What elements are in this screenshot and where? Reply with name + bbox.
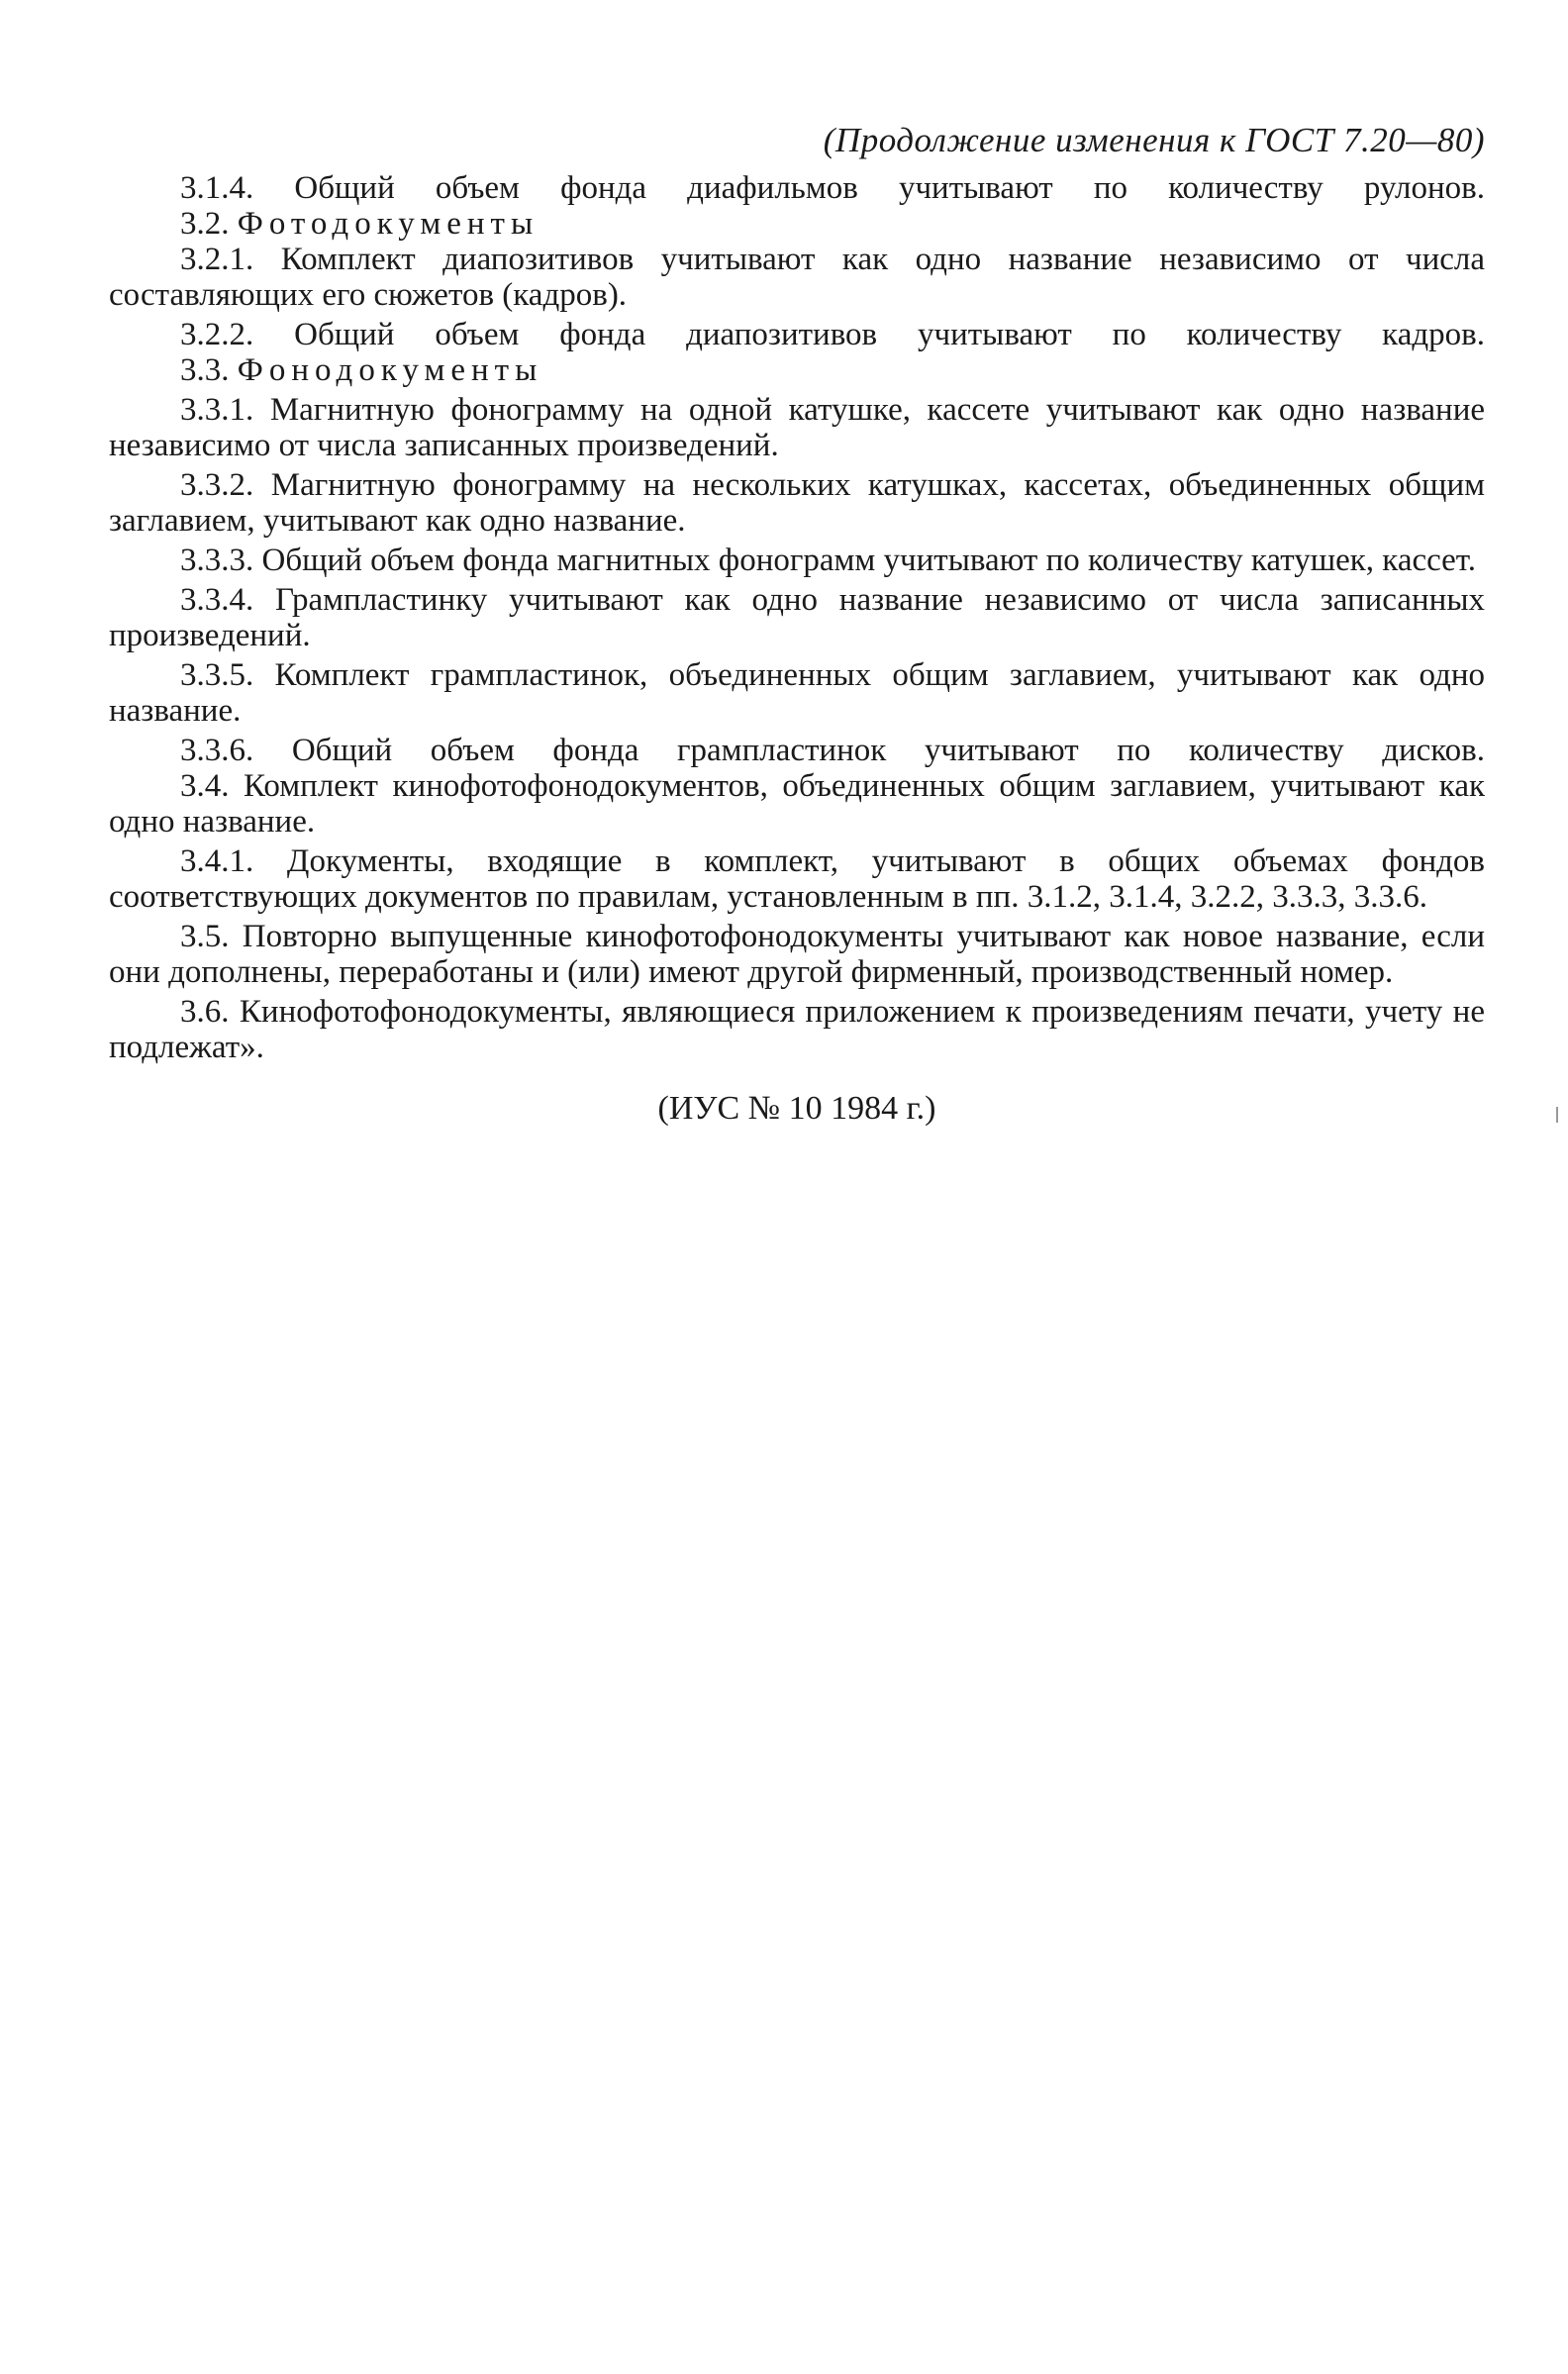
paragraph-3-3-3: 3.3.3. Общий объем фонда магнитных фонограмм учитывают по количеству катушек, кассет. [180, 543, 1476, 578]
paragraph-3-3-5: 3.3.5. Комплект грампластинок, объединенных общим заглавием, учитывают как одно название. [109, 657, 1485, 729]
paragraph-3-3-1: 3.3.1. Магнитную фонограмму на одной катушке, кассете учитывают как одно название независимо от числа записанных произведений. [109, 392, 1485, 463]
page-footer-reference: (ИУС № 10 1984 г.) [657, 1090, 936, 1127]
paragraph-3-1-4: 3.1.4. Общий объем фонда диафильмов учитывают по количеству рулонов. [180, 170, 1485, 206]
section-number: 3.3. [180, 352, 238, 388]
paragraph-3-4: 3.4. Комплект кинофотофонодокументов, объединенных общим заглавием, учитывают как одно название. [109, 768, 1485, 840]
paragraph-3-6: 3.6. Кинофотофонодокументы, являющиеся приложением к произведениям печати, учету не подлежат». [109, 994, 1485, 1065]
section-heading-photo: Фотодокументы [237, 206, 539, 242]
section-3-2 [109, 206, 1485, 242]
paragraph-3-3-2: 3.3.2. Магнитную фонограмму на нескольких катушках, кассетах, объединенных общим заглавием, учитывают как одно название. [109, 467, 1485, 539]
section-heading-phono: Фонодокументы [237, 352, 543, 388]
paragraph-3-2-1: 3.2.1. Комплект диапозитивов учитывают как одно название независимо от числа составляющих его сюжетов (кадров). [109, 242, 1485, 313]
paragraph-3-3-4: 3.3.4. Грампластинку учитывают как одно название независимо от числа записанных произведений. [109, 582, 1485, 653]
paragraph-3-4-1: 3.4.1. Документы, входящие в комплект, учитывают в общих объемах фондов соответствующих документов по правилам, установленным в пп. 3.1.2, 3.1.4, 3.2.2, 3.3.3, 3.3.6. [109, 843, 1485, 915]
page-header: (Продолжение изменения к ГОСТ 7.20—80) [823, 121, 1485, 159]
paragraph-3-3-6: 3.3.6. Общий объем фонда грампластинок учитывают по количеству дисков. [180, 733, 1485, 768]
paragraph-3-5: 3.5. Повторно выпущенные кинофотофонодокументы учитывают как новое название, если они дополнены, переработаны и (или) имеют другой фирменный, производственный номер. [109, 919, 1485, 990]
document-page [109, 117, 1485, 1129]
section-number: 3.2. [180, 206, 238, 242]
scan-speck [1556, 1107, 1558, 1123]
section-3-3 [109, 352, 1485, 388]
paragraph-3-2-2: 3.2.2. Общий объем фонда диапозитивов учитывают по количеству кадров. [180, 317, 1485, 352]
